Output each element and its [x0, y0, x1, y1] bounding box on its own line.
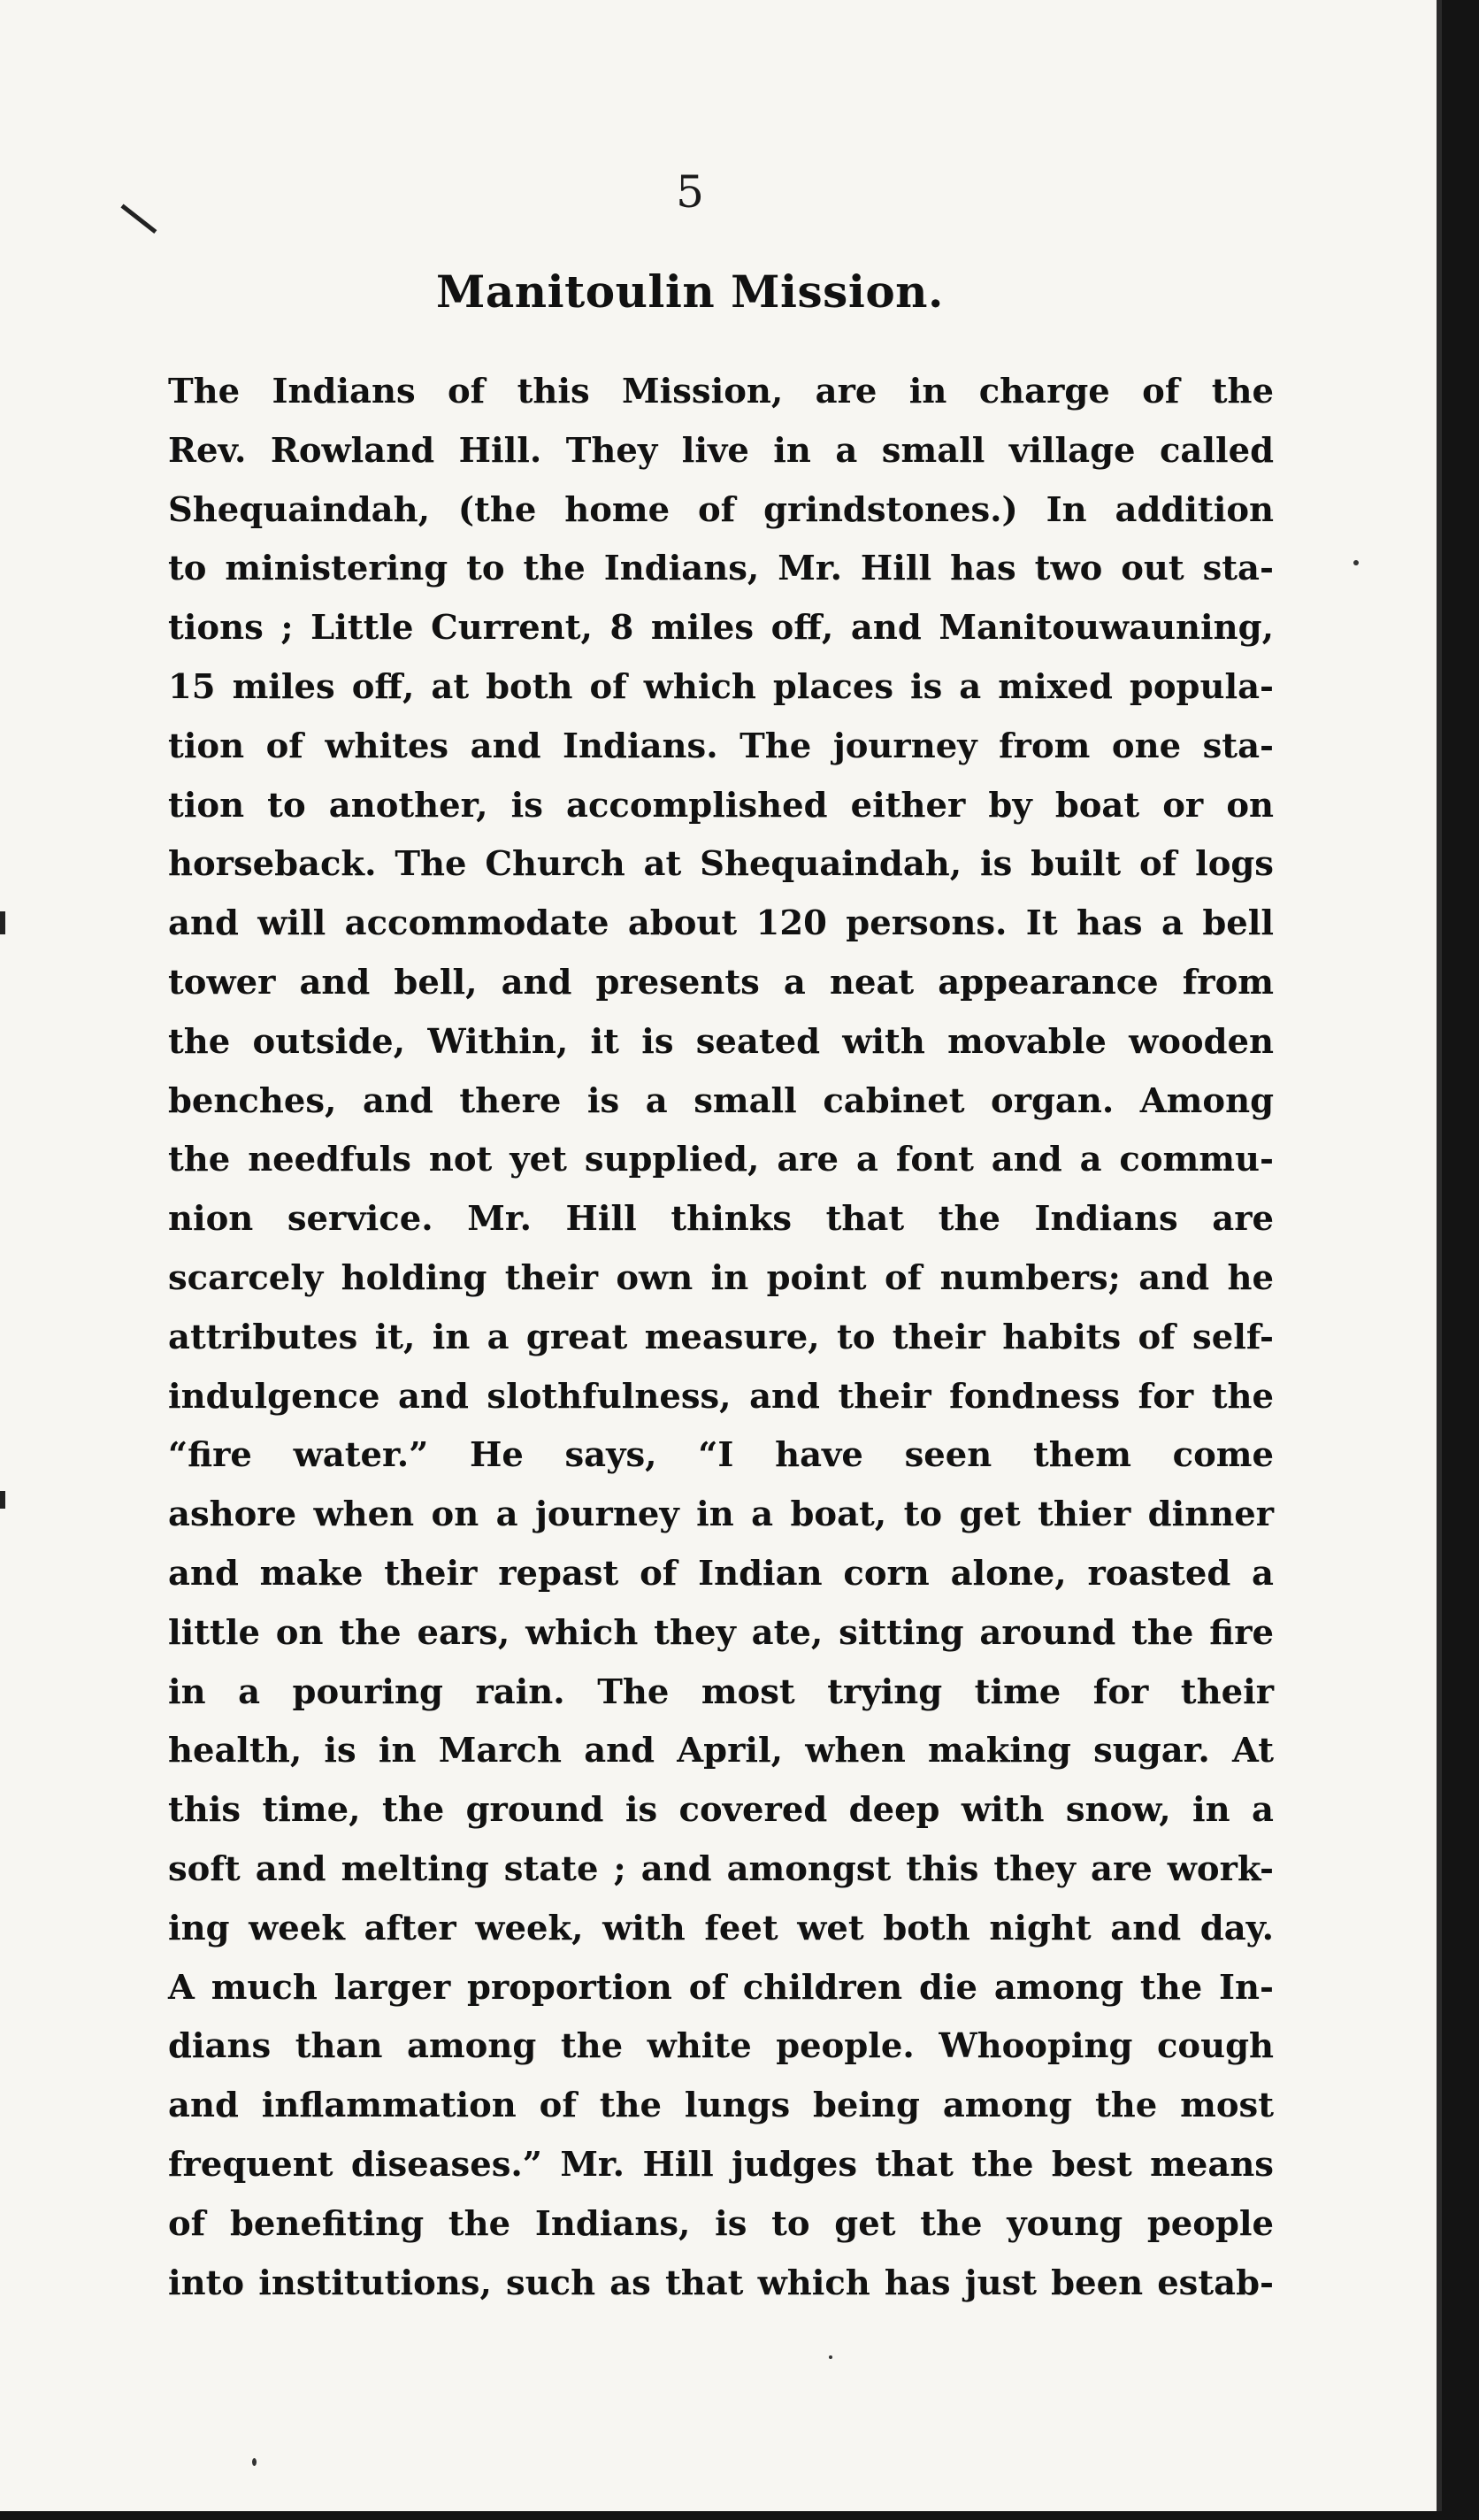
text-line: the needfuls not yet supplied, are a font and a commu-	[168, 1140, 1274, 1180]
text-line: frequent diseases.” Mr. Hill judges that the best means	[168, 2144, 1274, 2185]
left-edge-mark	[0, 911, 5, 934]
text-line: A much larger proportion of children die among the In-	[168, 1967, 1274, 2008]
text-line: little on the ears, which they ate, sitting around the fire	[168, 1612, 1274, 1653]
text-line: tions ; Little Current, 8 miles off, and Manitouwauning,	[168, 608, 1274, 649]
text-line: and make their repast of Indian corn alone, roasted a	[168, 1553, 1274, 1594]
text-line: nion service. Mr. Hill thinks that the Indians are	[168, 1199, 1274, 1240]
body-text	[168, 363, 1274, 2313]
text-line: Shequaindah, (the home of grindstones.) In addition	[168, 489, 1274, 530]
text-line: dians than among the white people. Whooping cough	[168, 2026, 1274, 2067]
text-line: benches, and there is a small cabinet organ. Among	[168, 1080, 1274, 1121]
left-edge-mark	[0, 1491, 5, 1509]
text-line: and inflammation of the lungs being among the most	[168, 2086, 1274, 2126]
text-line: “fire water.” He says, “I have seen them come	[168, 1435, 1274, 1476]
text-line: horseback. The Church at Shequaindah, is built of logs	[168, 844, 1274, 885]
text-line: ashore when on a journey in a boat, to get thier dinner	[168, 1494, 1274, 1535]
text-line: The Indians of this Mission, are in charge of the	[168, 372, 1274, 411]
text-line: tion to another, is accomplished either by boat or on	[168, 785, 1274, 826]
text-line: into institutions, such as that which has just been estab-	[168, 2263, 1274, 2303]
text-line: 15 miles off, at both of which places is a mixed popula-	[168, 666, 1274, 707]
page-number: 5	[676, 166, 704, 218]
text-line: ing week after week, with feet wet both night and day.	[168, 1908, 1274, 1948]
text-line: Rev. Rowland Hill. They live in a small village called	[168, 430, 1274, 471]
text-line: tower and bell, and presents a neat appearance from	[168, 962, 1274, 1003]
text-line: attributes it, in a great measure, to their habits of self-	[168, 1317, 1274, 1357]
text-line: and will accommodate about 120 persons. It has a bell	[168, 903, 1274, 944]
ink-speck	[1353, 560, 1359, 565]
text-line: this time, the ground is covered deep with snow, in a	[168, 1790, 1274, 1831]
text-line: scarcely holding their own in point of numbers; and he	[168, 1257, 1274, 1298]
text-line: to ministering to the Indians, Mr. Hill has two out sta-	[168, 549, 1274, 589]
text-line: soft and melting state ; and amongst this they are work-	[168, 1848, 1274, 1889]
page-title: Manitoulin Mission.	[436, 265, 944, 318]
text-line: the outside, Within, it is seated with movable wooden	[168, 1021, 1274, 1062]
text-line: health, is in March and April, when making sugar. At	[168, 1731, 1274, 1771]
ink-speck	[252, 2458, 257, 2466]
text-line: tion of whites and Indians. The journey from one sta-	[168, 726, 1274, 766]
ink-speck	[829, 2355, 832, 2359]
text-line: of benefiting the Indians, is to get the young people	[168, 2203, 1274, 2244]
text-line: indulgence and slothfulness, and their fondness for the	[168, 1376, 1274, 1417]
text-line: in a pouring rain. The most trying time for their	[168, 1671, 1274, 1712]
